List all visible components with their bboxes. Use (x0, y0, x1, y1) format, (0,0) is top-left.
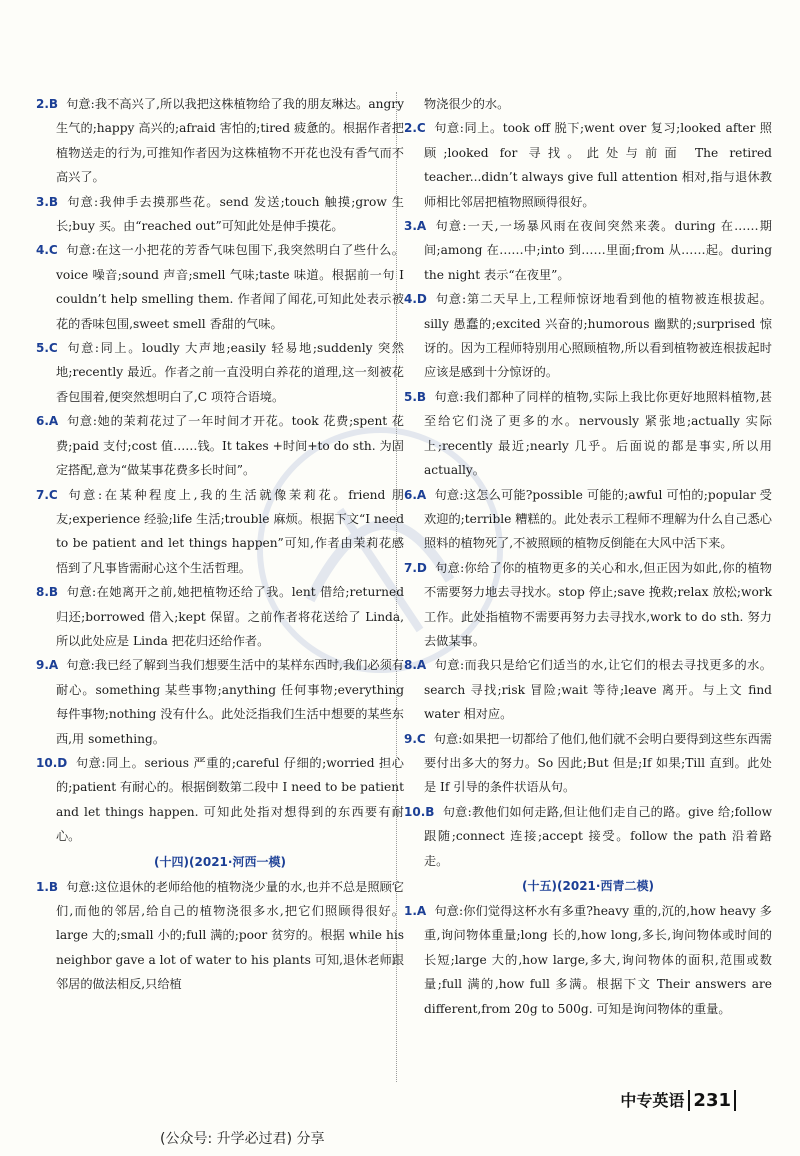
explanation-text: 句意:你给了你的植物更多的关心和水,但正因为如此,你的植物不需要努力地去寻找水。stop 停止;save 挽救;relax 放松;work 工作。此处指植物不需要再努力去寻找水,work to do sth. 努力去做某事。 (424, 560, 772, 648)
explanation-text: 句意:一天,一场暴风雨在夜间突然来袭。during 在……期间;among 在……中;into 到……里面;from 从……起。during the night 表示“在夜里”。 (424, 219, 772, 282)
bottom-note: (公众号: 升学必过君) 分享 (160, 1131, 325, 1147)
question-number: 2. (36, 97, 49, 111)
explanation-text: 句意:同上。took off 脱下;went over 复习;looked after 照顾;looked for 寻找。此处与前面 The retired teacher...didn’t always give full attention 相对,指与退休教师相比邻居把植物照顾得很好。 (424, 121, 772, 209)
question-number: 6. (36, 414, 49, 429)
explanation-text: 句意:我不高兴了,所以我把这株植物给了我的朋友琳达。angry 生气的;happy 高兴的;afraid 害怕的;tired 疲惫的。根据作者把植物送走的行为,可推知作者因为这株植物不开花也没有香气而不高兴了。 (56, 97, 404, 185)
question-number: 4. (36, 243, 49, 258)
answer-letter: A (48, 658, 59, 673)
answer-item (36, 190, 404, 239)
answer-item (36, 409, 404, 482)
answer-item (404, 287, 772, 385)
explanation-text: 句意:她的茉莉花过了一年时间才开花。took 花费;spent 花费;paid 支付;cost 值……钱。It takes +时间+to do sth. 为固定搭配,意为“做某事花费多长时间”。 (56, 414, 404, 478)
answer-item (404, 214, 772, 287)
answer-letter: B (48, 97, 59, 111)
answer-letter: C (48, 243, 58, 258)
answer-letter: D (57, 755, 68, 770)
page-number: 231 (688, 1090, 736, 1111)
question-number: 7. (36, 487, 49, 502)
answer-letter: B (48, 194, 59, 209)
answer-letter: B (48, 585, 59, 600)
answer-item (404, 385, 772, 483)
explanation-text: 句意:在某种程度上,我的生活就像茉莉花。friend 朋友;experience 经验;life 生活;trouble 麻烦。根据下文“I need to be patient and let things happen”可知,作者由茉莉花感悟到了凡事皆需耐心这个生活哲理。 (56, 487, 404, 575)
question-number: 6. (404, 487, 417, 502)
question-number: 4. (404, 292, 417, 307)
question-number: 5. (36, 341, 49, 356)
explanation-text: 句意:这位退休的老师给他的植物浇少量的水,也并不总是照顾它们,而他的邻居,给自己的植物浇很多水,把它们照顾得很好。large 大的;small 小的;full 满的;poor 贫穷的。根据 while his neighbor gave a lot of water to his plants 可知,退休老师跟邻居的做法相反,只给植 (56, 879, 404, 992)
question-number: 3. (404, 219, 417, 234)
explanation-text: 句意:在她离开之前,她把植物还给了我。lent 借给;returned 归还;borrowed 借入;kept 保留。之前作者将花送给了 Linda,所以此处应是 Linda 把花归还给作者。 (56, 585, 404, 648)
answer-letter: A (48, 414, 59, 429)
answer-letter: C (48, 341, 58, 356)
answer-letter: D (416, 292, 427, 307)
question-number: 1. (404, 904, 417, 918)
answer-letter: C (48, 487, 58, 502)
answer-item (36, 483, 404, 581)
left-column (36, 92, 404, 997)
explanation-text: 句意:在这一小把花的芳香气味包围下,我突然明白了些什么。voice 噪音;sound 声音;smell 气味;taste 味道。根据前一句 I couldn’t help smelling them. 作者闻了闻花,可知此处表示被花的香味包围,sweet smell 香甜的气味。 (56, 243, 404, 331)
question-number: 8. (36, 585, 49, 600)
section-heading-14: (十四)(2021·河西一模) (154, 854, 286, 869)
explanation-text: 句意:你们觉得这杯水有多重?heavy 重的,沉的,how heavy 多重,询问物体重量;long 长的,how long,多长,询问物体或时间的长短;large 大的,how large,多大,询问物体的面积,范围或数量;full 满的,how full 多满。根据下文 Their answers are different,from 20g to 500g. 可知是询问物体的重量。 (424, 904, 772, 1016)
answer-letter: B (48, 879, 59, 894)
question-number: 10. (36, 755, 58, 770)
answer-letter: B (416, 389, 427, 404)
answer-item (404, 653, 772, 726)
question-number: 3. (36, 194, 49, 209)
question-number: 1. (36, 879, 49, 894)
answer-letter: A (416, 904, 427, 918)
answer-item (36, 238, 404, 336)
answer-item (36, 653, 404, 751)
answer-item (404, 483, 772, 556)
footer (620, 1088, 736, 1111)
question-number: 7. (404, 560, 417, 575)
question-number: 8. (404, 658, 417, 673)
question-number: 2. (404, 121, 417, 136)
question-number: 10. (404, 804, 426, 819)
question-number: 5. (404, 389, 417, 404)
explanation-text: 句意:这怎么可能?possible 可能的;awful 可怕的;popular 受欢迎的;terrible 糟糕的。此处表示工程师不理解为什么自己悉心照料的植物死了,不被照顾的植物反倒能在大风中活下来。 (424, 487, 772, 551)
explanation-text: 句意:我们都种了同样的植物,实际上我比你更好地照料植物,甚至给它们浇了更多的水。nervously 紧张地;actually 实际上;recently 最近;nearly 几乎。后面说的都是事实,所以用 actually。 (424, 389, 772, 478)
left-answer-list (36, 92, 404, 849)
book-title: 中专英语 (620, 1091, 685, 1110)
explanation-text: 句意:同上。loudly 大声地;easily 轻易地;suddenly 突然地;recently 最近。作者之前一直没明白养花的道理,这一刻被花香包围着,便突然想明白了,C 项符合语境。 (56, 341, 404, 404)
right-answer-list-b (404, 899, 772, 1021)
left-answer-list-b (36, 875, 404, 997)
answer-item (404, 556, 772, 654)
answer-item (36, 875, 404, 997)
answer-item (36, 751, 404, 849)
answer-item (404, 899, 772, 1021)
answer-letter: C (416, 731, 426, 746)
answer-item (36, 336, 404, 409)
explanation-text: 句意:而我只是给它们适当的水,让它们的根去寻找更多的水。search 寻找;risk 冒险;wait 等待;leave 离开。与上文 find water 相对应。 (424, 658, 772, 722)
answer-letter: D (416, 560, 427, 575)
right-column (404, 92, 772, 1021)
answer-item (36, 580, 404, 653)
explanation-text: 句意:第二天早上,工程师惊讶地看到他的植物被连根拔起。silly 愚蠢的;excited 兴奋的;humorous 幽默的;surprised 惊讶的。因为工程师特别用心照顾植物,所以看到植物被连根拔起时应该是感到十分惊讶的。 (424, 292, 772, 380)
explanation-text: 句意:同上。serious 严重的;careful 仔细的;worried 担心的;patient 有耐心的。根据倒数第二段中 I need to be patient and let things happen. 可知此处指对想得到的东西要有耐心。 (56, 755, 404, 844)
explanation-text: 句意:教他们如何走路,但让他们走自己的路。give 给;follow 跟随;connect 连接;accept 接受。follow the path 沿着路走。 (424, 804, 772, 868)
right-answer-list (404, 116, 772, 873)
question-number: 9. (36, 658, 49, 673)
answer-item (404, 800, 772, 873)
question-number: 9. (404, 731, 417, 746)
explanation-text: 句意:我伸手去摸那些花。send 发送;touch 触摸;grow 生长;buy 买。由“reached out”可知此处是伸手摸花。 (56, 194, 404, 234)
answer-item (404, 116, 772, 214)
explanation-text: 句意:我已经了解到当我们想要生活中的某样东西时,我们必须有耐心。something 某些事物;anything 任何事物;everything 每件事物;nothing 没有什么。此处泛指我们生活中想要的某些东西,用 something。 (56, 658, 404, 746)
answer-letter: A (416, 487, 427, 502)
answer-item (404, 727, 772, 800)
section-heading-15: (十五)(2021·西青二模) (522, 879, 654, 893)
answer-letter: B (425, 804, 435, 819)
answer-letter: A (416, 219, 427, 234)
answer-letter: C (416, 121, 426, 136)
continued-text: 物浇很少的水。 (424, 97, 510, 111)
answer-letter: A (416, 658, 427, 673)
answer-item (36, 92, 404, 190)
explanation-text: 句意:如果把一切都给了他们,他们就不会明白要得到这些东西需要付出多大的努力。So 因此;But 但是;If 如果;Till 直到。此处是 If 引导的条件状语从句。 (424, 731, 772, 795)
